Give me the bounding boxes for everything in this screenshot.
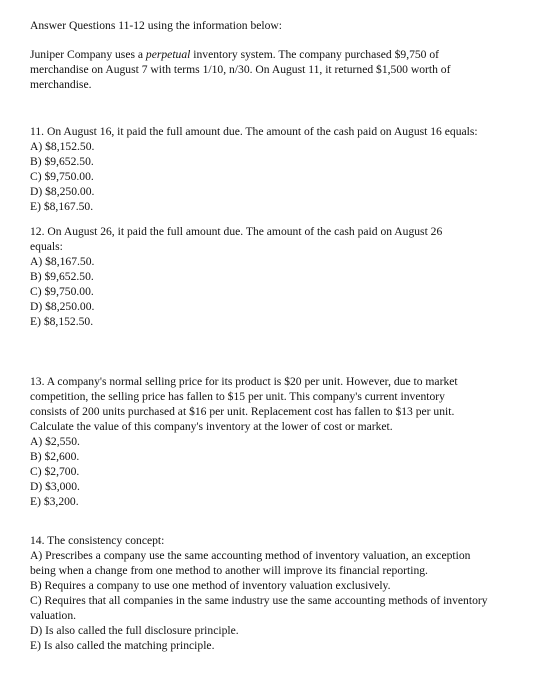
question-12-option-a: A) $8,167.50.	[30, 255, 95, 268]
question-13-text-line-2: competition, the selling price has fallen to $15 per unit. This company's current inventory	[30, 390, 445, 403]
question-14-option-d: D) Is also called the full disclosure principle.	[30, 624, 239, 637]
question-13-option-e: E) $3,200.	[30, 495, 79, 508]
question-12-text-line-2: equals:	[30, 240, 63, 253]
question-13-option-a: A) $2,550.	[30, 435, 80, 448]
question-14-option-c-line-1: C) Requires that all companies in the same industry use the same accounting methods of inventory	[30, 594, 488, 607]
intro-heading-block	[30, 18, 530, 33]
scenario-text-start: Juniper Company uses a	[30, 48, 146, 61]
question-11-text: 11. On August 16, it paid the full amount due. The amount of the cash paid on August 16 equals:	[30, 125, 478, 138]
question-14	[30, 533, 530, 653]
scenario-line-3: merchandise.	[30, 78, 92, 91]
scenario-paragraph	[30, 47, 530, 92]
question-14-option-e: E) Is also called the matching principle.	[30, 639, 215, 652]
question-11-option-d: D) $8,250.00.	[30, 185, 95, 198]
question-12-option-d: D) $8,250.00.	[30, 300, 95, 313]
scenario-emphasis: perpetual	[145, 48, 191, 61]
question-13-text-line-3: consists of 200 units purchased at $16 per unit. Replacement cost has fallen to $13 per unit.	[30, 405, 455, 418]
scenario-text-rest: inventory system. The company purchased $9,750 of	[190, 48, 440, 61]
question-11-option-b: B) $9,652.50.	[30, 155, 94, 168]
question-13-option-b: B) $2,600.	[30, 450, 80, 463]
question-14-option-c-line-2: valuation.	[30, 609, 77, 622]
question-13-option-d: D) $3,000.	[30, 480, 80, 493]
question-13-option-c: C) $2,700.	[30, 465, 80, 478]
scenario-line-2: merchandise on August 7 with terms 1/10, n/30. On August 11, it returned $1,500 worth of	[30, 63, 451, 76]
question-14-option-a-line-2: being when a change from one method to another will improve its financial reporting.	[30, 564, 428, 577]
question-14-option-b: B) Requires a company to use one method of inventory valuation exclusively.	[30, 579, 391, 592]
question-11-option-a: A) $8,152.50.	[30, 140, 95, 153]
question-14-option-a-line-1: A) Prescribes a company use the same accounting method of inventory valuation, an exception	[30, 549, 471, 562]
question-12-text-line-1: 12. On August 26, it paid the full amount due. The amount of the cash paid on August 26	[30, 225, 443, 238]
question-11-option-e: E) $8,167.50.	[30, 200, 94, 213]
intro-heading: Answer Questions 11-12 using the information below:	[30, 19, 283, 32]
question-12-option-b: B) $9,652.50.	[30, 270, 94, 283]
question-13-text-line-1: 13. A company's normal selling price for its product is $20 per unit. However, due to market	[30, 375, 458, 388]
question-12-option-e: E) $8,152.50.	[30, 315, 94, 328]
question-13	[30, 374, 530, 509]
question-13-text-line-4: Calculate the value of this company's inventory at the lower of cost or market.	[30, 420, 393, 433]
question-12	[30, 224, 530, 329]
question-12-option-c: C) $9,750.00.	[30, 285, 94, 298]
question-14-text: 14. The consistency concept:	[30, 534, 165, 547]
scenario-line-1	[30, 47, 530, 62]
question-11-option-c: C) $9,750.00.	[30, 170, 94, 183]
question-11	[30, 124, 530, 214]
